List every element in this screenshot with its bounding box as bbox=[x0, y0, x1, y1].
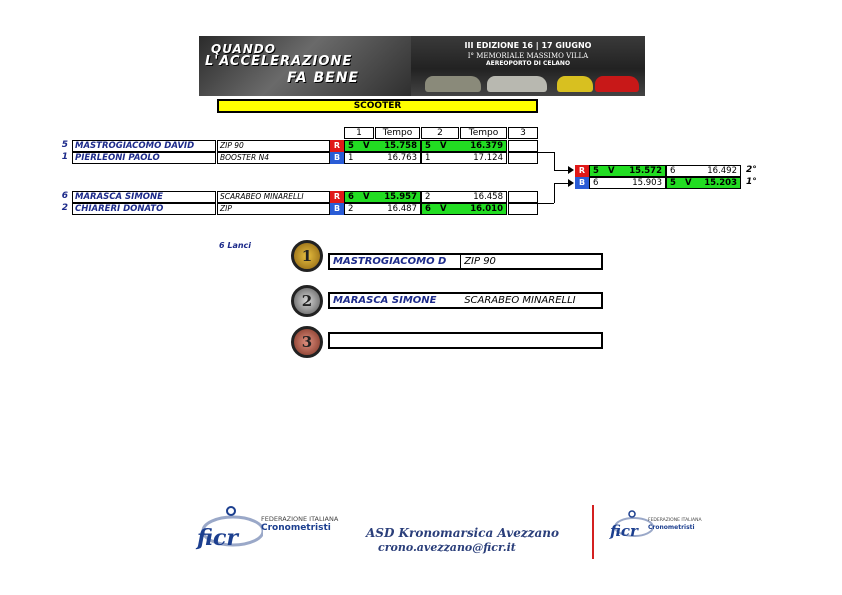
ficr-logo-text: ficr bbox=[197, 525, 238, 551]
header-time2: Tempo bbox=[460, 127, 507, 139]
podium-third-box bbox=[328, 332, 603, 349]
win-mark: V bbox=[440, 141, 447, 151]
final-run1-result bbox=[589, 177, 666, 189]
win-mark: V bbox=[363, 141, 370, 151]
run3-result bbox=[508, 140, 538, 152]
banner-title-panel bbox=[199, 36, 411, 96]
lane-blue-badge: B bbox=[330, 152, 344, 164]
lane-red-badge: R bbox=[575, 165, 589, 177]
vehicle-name: ZIP bbox=[217, 203, 330, 215]
run1-result bbox=[344, 191, 421, 203]
win-mark: V bbox=[363, 192, 370, 202]
racer-name: MARASCA SIMONE bbox=[72, 191, 216, 203]
podium-first-box bbox=[328, 253, 603, 270]
run-time: 15.758 bbox=[384, 141, 417, 151]
lanci-label: 6 Lanci bbox=[219, 241, 252, 250]
header-run3: 3 bbox=[508, 127, 538, 139]
federation-line1: FEDERAZIONE ITALIANA bbox=[261, 515, 339, 523]
federation-line1: FEDERAZIONE ITALIANA bbox=[648, 518, 702, 523]
run-order: 6 bbox=[425, 204, 431, 214]
bracket-line bbox=[554, 170, 568, 171]
podium-second-name: MARASCA SIMONE bbox=[333, 295, 437, 306]
bracket-line bbox=[554, 152, 555, 170]
seed-position: 5 bbox=[61, 140, 68, 150]
run-order: 5 bbox=[670, 178, 676, 188]
vehicle-name: SCARABEO MINARELLI bbox=[217, 191, 330, 203]
banner-location: AEREOPORTO DI CELANO bbox=[485, 60, 571, 67]
run-order: 6 bbox=[348, 192, 354, 202]
banner-title-line1: QUANDO bbox=[211, 42, 276, 56]
run-order: 5 bbox=[593, 166, 599, 176]
run2-result bbox=[421, 140, 507, 152]
run-time: 15.903 bbox=[632, 178, 662, 188]
header-run1: 1 bbox=[344, 127, 374, 139]
header-time1: Tempo bbox=[375, 127, 420, 139]
run-order: 2 bbox=[348, 204, 354, 214]
podium-second-vehicle: SCARABEO MINARELLI bbox=[464, 295, 576, 306]
run-time: 16.010 bbox=[470, 204, 503, 214]
event-banner bbox=[199, 36, 645, 96]
bracket-arrow-icon bbox=[568, 179, 574, 187]
podium-first-name: MASTROGIACOMO D bbox=[333, 255, 461, 268]
run3-result bbox=[508, 191, 538, 203]
run-time: 15.572 bbox=[629, 166, 662, 176]
car-image bbox=[425, 76, 481, 92]
bronze-medal-icon: 3 bbox=[291, 326, 323, 358]
run-order: 5 bbox=[348, 141, 354, 151]
banner-memorial: I° MEMORIALE MASSIMO VILLA bbox=[467, 52, 589, 60]
bracket-line bbox=[554, 183, 555, 203]
win-mark: V bbox=[608, 166, 615, 176]
vehicle-name: BOOSTER N4 bbox=[217, 152, 330, 164]
run-order: 5 bbox=[425, 141, 431, 151]
lane-blue-badge: B bbox=[330, 203, 344, 215]
gold-medal-icon: 1 bbox=[291, 240, 323, 272]
final-rank: 2° bbox=[746, 165, 757, 175]
seed-position: 6 bbox=[61, 191, 68, 201]
bracket-line bbox=[554, 183, 568, 184]
ficr-logo bbox=[193, 505, 353, 553]
racer-name: CHIARERI DONATO bbox=[72, 203, 216, 215]
ficr-logo-text: ficr bbox=[610, 522, 638, 540]
lane-blue-badge: B bbox=[575, 177, 589, 189]
seed-position: 2 bbox=[61, 203, 68, 213]
run-time: 16.763 bbox=[387, 153, 417, 163]
run-time: 16.458 bbox=[473, 192, 503, 202]
run-time: 15.957 bbox=[384, 192, 417, 202]
bracket-line bbox=[538, 152, 554, 153]
seed-position: 1 bbox=[61, 152, 68, 162]
run3-result bbox=[508, 152, 538, 164]
lane-red-badge: R bbox=[330, 191, 344, 203]
run-order: 6 bbox=[670, 166, 676, 176]
run-order: 1 bbox=[425, 153, 431, 163]
federation-line2: Cronometristi bbox=[261, 523, 331, 533]
run1-result bbox=[344, 140, 421, 152]
final-run2-result bbox=[666, 177, 741, 189]
run-time: 15.203 bbox=[704, 178, 737, 188]
lane-red-badge: R bbox=[330, 140, 344, 152]
asd-email: crono.avezzano@ficr.it bbox=[378, 541, 516, 554]
final-rank: 1° bbox=[746, 177, 757, 187]
run1-result bbox=[344, 203, 421, 215]
final-run1-result bbox=[589, 165, 666, 177]
run-order: 1 bbox=[348, 153, 354, 163]
run3-result bbox=[508, 203, 538, 215]
racer-name: PIERLEONI PAOLO bbox=[72, 152, 216, 164]
bracket-arrow-icon bbox=[568, 166, 574, 174]
federation-line2: Cronometristi bbox=[648, 524, 695, 531]
ficr-logo-small bbox=[608, 510, 708, 544]
run-time: 16.379 bbox=[470, 141, 503, 151]
car-image bbox=[487, 76, 547, 92]
podium-second-box bbox=[328, 292, 603, 309]
win-mark: V bbox=[685, 178, 692, 188]
banner-info-panel bbox=[411, 36, 645, 96]
run2-result bbox=[421, 191, 507, 203]
podium-first-vehicle: ZIP 90 bbox=[464, 256, 496, 267]
run-time: 17.124 bbox=[473, 153, 503, 163]
win-mark: V bbox=[440, 204, 447, 214]
category-title: SCOOTER bbox=[217, 99, 538, 113]
run-time: 16.487 bbox=[387, 204, 417, 214]
run2-result bbox=[421, 152, 507, 164]
vehicle-name: ZIP 90 bbox=[217, 140, 330, 152]
banner-title-line3: FA BENE bbox=[287, 70, 359, 86]
run-order: 2 bbox=[425, 192, 431, 202]
banner-edition: III EDIZIONE 16 | 17 GIUGNO bbox=[464, 41, 592, 50]
divider-line bbox=[592, 505, 594, 559]
car-image bbox=[557, 76, 593, 92]
run1-result bbox=[344, 152, 421, 164]
racer-name: MASTROGIACOMO DAVID bbox=[72, 140, 216, 152]
bracket-line bbox=[538, 203, 554, 204]
run-order: 6 bbox=[593, 178, 599, 188]
asd-name: ASD Kronomarsica Avezzano bbox=[366, 526, 559, 540]
car-image bbox=[595, 76, 639, 92]
run2-result bbox=[421, 203, 507, 215]
silver-medal-icon: 2 bbox=[291, 285, 323, 317]
header-run2: 2 bbox=[421, 127, 459, 139]
banner-title-line2: L'ACCELERAZIONE bbox=[205, 54, 353, 69]
run-time: 16.492 bbox=[707, 166, 737, 176]
final-run2-result bbox=[666, 165, 741, 177]
